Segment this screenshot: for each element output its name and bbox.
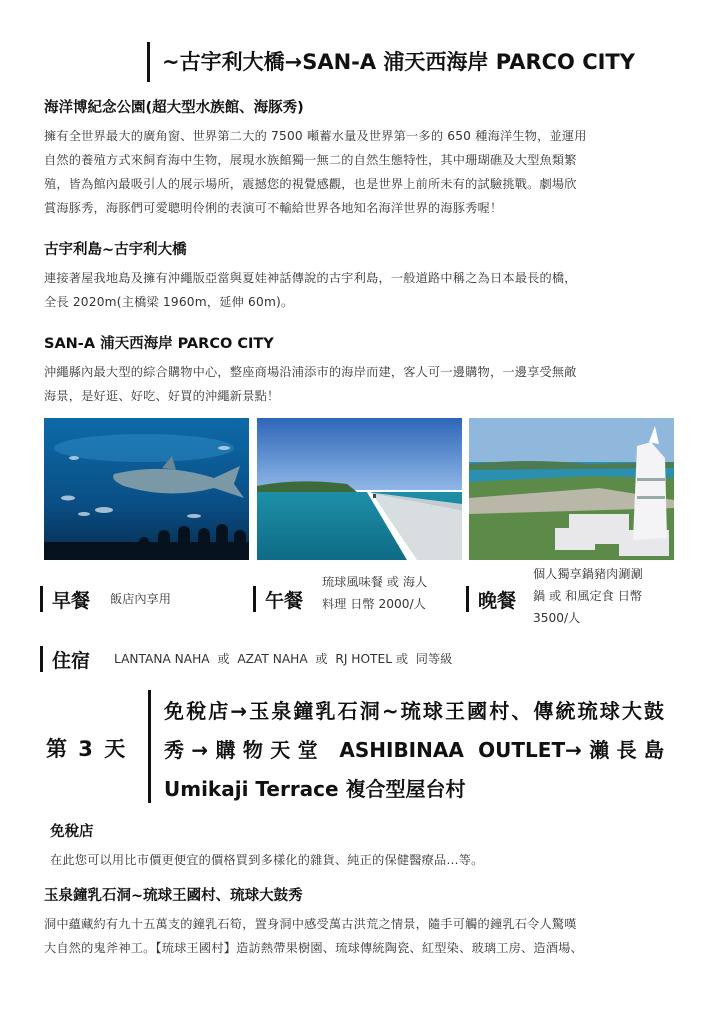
text-line: 擁有全世界最大的廣角窗、世界第二大的 7500 噸蓄水量及世界第一多的 650 種海洋生物，並運用 (44, 129, 587, 143)
ocean-park-description (44, 124, 680, 220)
day-3-label: 第 3 天 (46, 737, 128, 761)
text-line: 個人獨享鍋豬肉涮涮 (533, 567, 643, 581)
text-line: 連接著屋我地島及擁有沖繩版亞當與夏娃神話傳說的古宇利島，一般道路中稱之為日本最長的橋， (44, 271, 577, 285)
gyokusendo-heading: 玉泉鐘乳石洞~琉球王國村、琉球大鼓秀 (44, 888, 303, 904)
lunch-detail (322, 571, 462, 615)
dinner-label: 晚餐 (478, 590, 517, 612)
parco-heading: SAN-A 浦天西海岸 PARCO CITY (44, 336, 274, 352)
text-line: 賞海豚秀，海豚們可愛聰明伶俐的表演可不輸給世界各地知名海洋世界的海豚秀喔！ (44, 201, 503, 215)
ocean-park-heading: 海洋博紀念公園(超大型水族館、海豚秀) (44, 100, 304, 116)
text-line: 自然的養殖方式來飼育海中生物，展現水族館獨一無二的自然生態特性，其中珊瑚礁及大型魚類繁 (44, 153, 577, 167)
title-line: 秀→購物天堂 ASHIBINAA OUTLET→瀨長島 (164, 738, 664, 762)
title-line: 免稅店→玉泉鐘乳石洞~琉球王國村、傳統琉球大鼓 (164, 699, 664, 723)
text-line: 全長 2020m(主橋梁 1960m，延伸 60m)。 (44, 295, 294, 309)
text-line: 大自然的鬼斧神工。【琉球王國村】造訪熱帶果樹園、琉球傳統陶瓷、紅型染、玻璃工房、造酒場、 (44, 941, 583, 955)
parco-description (44, 360, 680, 408)
breakfast-bar (40, 586, 43, 612)
dinner-detail (533, 563, 678, 629)
text-line: 琉球風味餐 或 海人 (322, 575, 428, 589)
lunch-label: 午餐 (265, 590, 304, 612)
text-line: 海景，是好逛、好吃、好買的沖繩新景點！ (44, 389, 280, 403)
lunch-bar (253, 586, 256, 612)
text-line: 殖，皆為館內最吸引人的展示場所，震撼您的視覺感觀，也是世界上前所未有的試驗挑戰。劇場欣 (44, 177, 577, 191)
title-line: Umikaji Terrace 複合型屋台村 (164, 777, 466, 801)
kouri-bridge-photo (257, 418, 462, 560)
duty-free-description: 在此您可以用比市價更便宜的價格買到多樣化的雜貨、純正的保健醫療品…等。 (50, 853, 484, 867)
dinner-bar (466, 586, 469, 612)
text-line: 料理 日幣 2000/人 (322, 597, 426, 611)
lodging-label: 住宿 (52, 650, 91, 672)
breakfast-detail: 飯店內享用 (110, 592, 171, 606)
gyokusendo-description (44, 912, 680, 960)
route-title: ~古宇利大橋→SAN-A 浦天西海岸 PARCO CITY (162, 50, 635, 74)
text-line: 鍋 或 和風定食 日幣 (533, 589, 643, 603)
breakfast-label: 早餐 (52, 590, 91, 612)
lodging-bar (40, 646, 43, 672)
kouri-heading: 古宇利島~古宇利大橋 (44, 242, 187, 258)
lodging-hotels: LANTANA NAHA 或 AZAT NAHA 或 RJ HOTEL 或 同等級 (114, 652, 453, 666)
parco-city-aerial-photo (469, 418, 674, 560)
day-3-itinerary-title (164, 692, 664, 809)
text-line: 洞中蘊藏約有九十五萬支的鐘乳石筍，置身洞中感受萬古洪荒之情景，隨手可觸的鐘乳石令人驚嘆 (44, 917, 577, 931)
kouri-description (44, 266, 680, 314)
text-line: 沖繩縣內最大型的綜合購物中心，整座商場沿浦添市的海岸而建，客人可一邊購物，一邊享受無敵 (44, 365, 577, 379)
day-3-bar (148, 690, 151, 803)
text-line: 3500/人 (533, 611, 581, 625)
duty-free-heading: 免稅店 (50, 824, 94, 840)
aquarium-whale-shark-photo (44, 418, 249, 560)
route-title-bar (147, 42, 150, 82)
